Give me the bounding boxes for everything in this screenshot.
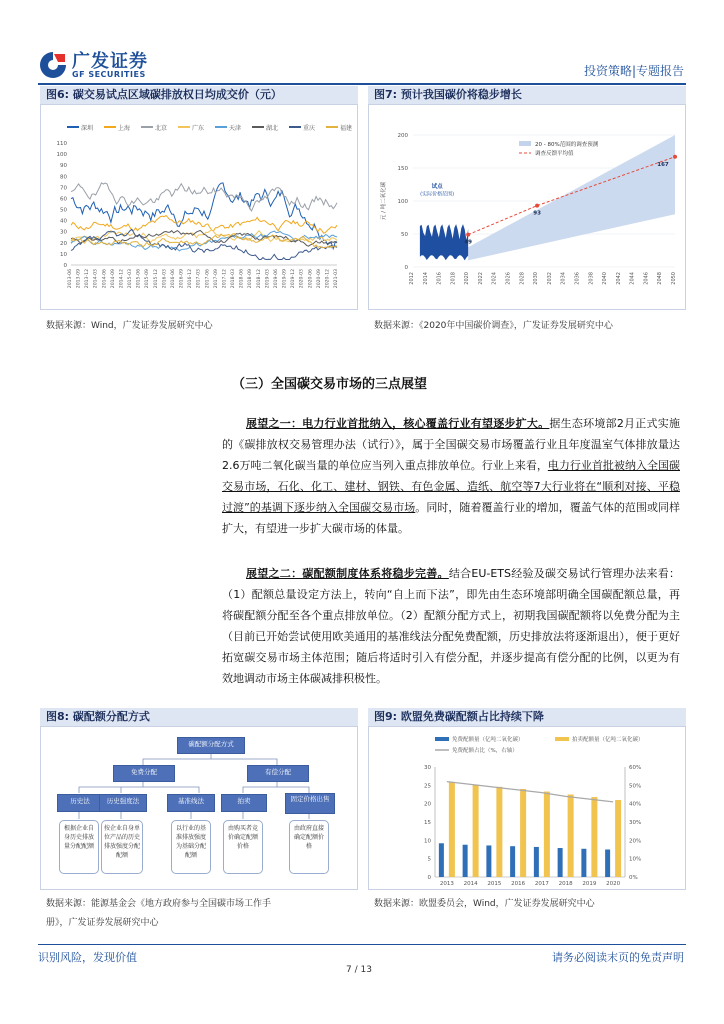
logo-icon (38, 50, 68, 80)
fig8-title: 图8: 碳配额分配方式 (40, 708, 358, 726)
fig6-xtick: 2017-12 (222, 269, 228, 289)
fig7-xtick: 2040 (602, 272, 609, 285)
fig9-legend-label-share: 免费配额占比（%，右轴） (452, 748, 518, 754)
footer-slogan: 识别风险，发现价值 (38, 951, 137, 964)
fig8-method-3: 基准线法 (167, 794, 215, 812)
fig6-xtick: 2014-03 (93, 269, 99, 289)
fig6-ytick: 110 (56, 141, 67, 147)
p2-lead: 展望之二：碳配额制度体系将稳步完善。 (246, 567, 449, 580)
fig7-source: 数据来源：《2020年中国碳价调查》，广发证券发展研究中心 (374, 321, 613, 331)
fig8-method-1: 历史法 (57, 794, 103, 812)
fig7-xtick: 2020 (464, 272, 471, 285)
fig7-xtick: 2030 (533, 272, 540, 285)
fig7-xtick: 2048 (657, 272, 664, 285)
fig7-xtick: 2022 (477, 272, 484, 285)
fig9-plot (369, 727, 685, 889)
fig6-xtick: 2013-12 (85, 269, 91, 289)
fig6-xtick: 2014-06 (102, 269, 108, 289)
fig8-leaf-5: 由政府直接确定配额价格 (289, 820, 329, 874)
fig9-bar-auction (591, 797, 597, 877)
fig6-xtick: 2020-03 (299, 269, 305, 289)
fig9-xtick: 2014 (463, 881, 478, 887)
fig8-diagram (40, 726, 358, 890)
fig6-xtick: 2017-09 (213, 269, 219, 289)
fig6-legend-label: 北京 (155, 125, 168, 132)
fig9-legend-label-free: 免费配额量（亿吨二氧化碳） (452, 737, 524, 743)
fig7-xtick: 2014 (422, 272, 429, 285)
fig9-chart (368, 726, 686, 890)
fig7-xtick: 2050 (671, 272, 677, 285)
fig8-leaf-4: 由购买者竞价确定配额价格 (223, 820, 263, 874)
fig7-xtick: 2012 (409, 272, 415, 285)
paragraph-1 (222, 413, 680, 539)
fig9-ytick-right: 50% (629, 783, 642, 790)
fig7-point-label: 167 (657, 161, 669, 168)
fig6-xtick: 2017-03 (196, 269, 202, 289)
fig6-ytick: 40 (60, 218, 67, 225)
fig7-point-label: 49 (464, 239, 472, 246)
fig8-method-2: 历史强度法 (99, 794, 147, 812)
paragraph-2 (222, 563, 680, 689)
fig7-point-label: 93 (533, 210, 541, 217)
p1-underlined: 电力行业首批被纳入全国碳交易市场，石化、化工、建材、钢铁、有色金属、造纸、航空等7大行业将在“顺利对接、平稳过渡”的基调下逐步纳入全国碳交易市场 (222, 459, 680, 514)
fig6-ytick: 10 (60, 251, 67, 258)
fig6-ytick: 50 (60, 207, 67, 214)
fig7-xtick: 2042 (615, 272, 622, 285)
fig6-xtick: 2016-03 (162, 269, 168, 289)
fig7-pilot-label-sub: (实际价格范围) (420, 191, 455, 198)
fig9-legend-swatch-auction (555, 737, 569, 741)
fig6-xtick: 2015-03 (128, 269, 134, 289)
fig6-legend-label: 湖北 (266, 125, 279, 132)
fig9-ytick-right: 0% (629, 875, 638, 881)
header-rule (38, 83, 686, 85)
fig6-xtick: 2015-06 (136, 269, 142, 289)
fig6-source: 数据来源：Wind，广发证券发展研究中心 (46, 321, 213, 331)
p1-lead: 展望之一：电力行业首批纳入，核心覆盖行业有望逐步扩大。 (246, 417, 550, 430)
fig8-source-line-1: 数据来源：能源基金会《地方政府参与全国碳市场工作手 (46, 899, 272, 909)
fig6-legend-label: 广东 (192, 125, 205, 132)
report-type: 投资策略|专题报告 (583, 64, 684, 78)
fig9-ytick-left: 15 (424, 820, 431, 826)
fig6-xtick: 2019-09 (282, 269, 288, 289)
fig9-ytick-left: 30 (424, 765, 431, 771)
fig6-xtick: 2020-06 (308, 269, 314, 289)
fig6-ytick: 0 (63, 263, 67, 269)
fig7-pilot-label: 试点 (431, 183, 443, 190)
fig6-xtick: 2016-12 (188, 269, 194, 289)
fig9-xtick: 2020 (606, 881, 621, 887)
fig6-legend-label: 上海 (118, 125, 131, 132)
logo-text: 广发证券 (72, 51, 148, 72)
section-title: （三）全国碳交易市场的三点展望 (232, 377, 428, 392)
fig6-xtick: 2016-06 (170, 269, 176, 289)
fig9-xtick: 2016 (511, 881, 526, 887)
fig9-ytick-left: 20 (424, 801, 431, 808)
logo-subtext: GF SECURITIES (72, 70, 146, 79)
fig6-xtick: 2018-09 (248, 269, 254, 289)
fig6-title: 图6: 碳交易试点区域碳排放权日均成交价（元） (40, 86, 358, 104)
fig6-xtick: 2015-09 (145, 269, 151, 289)
fig9-xtick: 2013 (439, 881, 454, 887)
fig6-xtick: 2014-12 (119, 269, 125, 289)
fig7-ytick: 100 (397, 199, 408, 205)
fig6-xtick: 2018-12 (256, 269, 262, 289)
fig6-xtick: 2015-12 (153, 269, 159, 289)
fig9-legend-swatch-free (435, 737, 449, 741)
fig6-xtick: 2013-06 (68, 269, 73, 289)
fig6-ytick: 60 (60, 196, 67, 203)
fig9-ytick-right: 20% (629, 838, 642, 845)
fig7-legend-band-label: 20 - 80%范围的调查预测 (535, 142, 599, 148)
fig9-ytick-right: 40% (629, 801, 642, 808)
fig9-xtick: 2017 (534, 881, 549, 887)
fig6-chart (40, 104, 358, 310)
fig7-pilot-range (420, 224, 468, 260)
fig6-xtick: 2016-09 (179, 269, 185, 289)
fig9-bar-auction (544, 792, 550, 877)
fig6-ytick: 30 (60, 229, 67, 236)
fig7-legend-line-label: 调查反馈平均值 (535, 151, 574, 157)
fig8-method-5: 固定价格出售 (285, 793, 335, 814)
fig6-xtick: 2019-06 (273, 269, 279, 289)
fig6-xtick: 2013-09 (76, 269, 82, 289)
fig8-leaf-3: 以行业的基准排放强度为基础分配配额 (171, 820, 211, 874)
fig9-ytick-right: 60% (629, 765, 642, 771)
fig7-ytick: 200 (397, 133, 408, 139)
fig8-leaf-2: 按企业自身单位产品的历史排放强度分配配额 (101, 820, 143, 874)
fig9-source: 数据来源：欧盟委员会，Wind，广发证券发展研究中心 (374, 899, 595, 909)
fig7-mean-point (673, 155, 677, 159)
fig7-title: 图7: 预计我国碳价将稳步增长 (368, 86, 686, 104)
fig7-xtick: 2038 (588, 272, 595, 285)
fig6-xtick: 2021-03 (334, 269, 339, 289)
fig8-leaf-1: 根据企业自身历史排放量分配配额 (59, 820, 99, 874)
fig9-bar-auction (520, 789, 526, 877)
fig9-bar-free (581, 849, 586, 877)
fig6-xtick: 2020-09 (316, 269, 322, 289)
fig9-bar-auction (449, 782, 455, 877)
fig7-xtick: 2028 (519, 272, 526, 285)
fig6-xtick: 2014-09 (110, 269, 116, 289)
fig9-bar-auction (615, 800, 621, 877)
fig7-xtick: 2032 (546, 272, 553, 285)
fig6-ytick: 20 (60, 240, 67, 247)
fig8-root: 碳配额分配方式 (177, 737, 245, 754)
fig7-legend-band-swatch (519, 141, 531, 146)
fig8-method-4: 拍卖 (221, 794, 267, 812)
fig9-bar-free (510, 846, 515, 877)
fig7-xtick: 2046 (643, 272, 650, 285)
fig6-xtick: 2019-12 (291, 269, 297, 289)
footer-rule (38, 944, 686, 945)
fig7-xtick: 2016 (436, 272, 443, 285)
fig9-xtick: 2018 (558, 881, 573, 887)
fig6-ytick: 90 (60, 163, 67, 170)
fig6-legend-label: 重庆 (303, 125, 316, 132)
fig6-plot (41, 105, 357, 309)
fig7-ytick: 50 (401, 232, 408, 238)
fig7-mean-point (535, 204, 539, 208)
fig7-national-label: 全国碳市场（预测） (567, 249, 618, 256)
fig6-legend-label: 深圳 (81, 125, 94, 132)
fig9-legend-label-auction: 拍卖配额量（亿吨二氧化碳） (572, 737, 644, 743)
fig7-ytick: 0 (404, 265, 408, 271)
fig6-xtick: 2019-03 (265, 269, 271, 289)
fig7-xtick: 2044 (629, 272, 636, 285)
fig6-series-beijing (71, 183, 337, 211)
fig9-ytick-left: 5 (427, 856, 431, 863)
p1-text-a: 据生态环境部2月正式实施的《碳排放权交易管理办法（试行）》，属于全国碳交易市场覆盖行业且年度温室气体排放量达2.6万吨二氧化碳当量的单位应当列入重点排放单位。行业上来看， (222, 417, 681, 472)
fig6-xtick: 2020-12 (325, 269, 331, 289)
fig9-line-share (447, 782, 613, 802)
fig6-legend-label: 福建 (340, 125, 353, 132)
fig9-bar-auction (473, 785, 479, 877)
page-number: 7 / 13 (346, 965, 372, 975)
fig8-source-line-2: 册》，广发证券发展研究中心 (46, 918, 159, 928)
p2-text: 结合EU-ETS经验及碳交易试行管理办法来看：（1）配额总量设定方法上，转向“自上而下法”，即先由生态环境部明确全国碳配额总量，再将碳配额分配至各个重点排放单位。（2）配额分配方式上，初期我国碳配额将以免费分配为主（目前已开始尝试使用欧美通用的基准线法分配免费配额，历史排放法将逐渐退出），便于更好拓宽碳交易市场主体范围；随后将适时引入有偿分配，并逐步提高有偿分配的比例，以更为有效地调动市场主体碳减排积极性。 (222, 567, 681, 685)
fig9-bar-auction (496, 787, 502, 877)
fig9-bar-free (486, 845, 491, 877)
fig9-bar-free (558, 848, 563, 877)
fig8-paid: 有偿分配 (247, 765, 309, 782)
fig7-xtick: 2026 (505, 272, 512, 285)
fig9-ytick-right: 30% (629, 820, 642, 826)
fig6-xtick: 2018-06 (239, 269, 245, 289)
fig7-xtick: 2024 (491, 272, 498, 285)
p1-text-b: 。同时，随着覆盖行业的增加，覆盖气体的范围或同样扩大，有望进一步扩大碳市场的体量。 (222, 501, 681, 535)
fig7-chart (368, 104, 686, 310)
fig7-xtick: 2018 (450, 272, 457, 285)
fig9-xtick: 2019 (582, 881, 597, 887)
fig6-legend-label: 天津 (229, 125, 242, 132)
fig7-ylabel: 元 / 吨二氧化碳 (381, 181, 387, 221)
fig7-plot (369, 105, 685, 309)
fig9-bar-free (534, 847, 539, 877)
fig6-ytick: 70 (60, 185, 67, 192)
fig6-xtick: 2018-03 (231, 269, 237, 289)
fig9-xtick: 2015 (487, 881, 502, 887)
fig6-xtick: 2017-06 (205, 269, 211, 289)
fig7-ytick: 150 (397, 166, 408, 172)
fig8-free: 免费分配 (113, 765, 175, 782)
fig9-bar-free (605, 850, 610, 878)
fig6-ytick: 100 (56, 152, 67, 159)
fig9-bar-auction (568, 795, 574, 878)
fig9-ytick-left: 25 (424, 783, 431, 790)
fig9-bar-free (463, 845, 468, 877)
fig9-ytick-left: 0 (427, 875, 431, 881)
fig9-title: 图9: 欧盟免费碳配额占比持续下降 (368, 708, 686, 726)
fig7-xtick: 2034 (560, 272, 567, 285)
fig7-mean-point (466, 233, 470, 237)
fig9-ytick-right: 10% (629, 856, 642, 863)
fig9-ytick-left: 10 (424, 838, 431, 845)
footer-disclaimer: 请务必阅读末页的免责声明 (552, 951, 684, 964)
fig9-bar-free (439, 843, 444, 877)
fig7-xtick: 2036 (574, 272, 581, 285)
fig6-ytick: 80 (60, 174, 67, 181)
